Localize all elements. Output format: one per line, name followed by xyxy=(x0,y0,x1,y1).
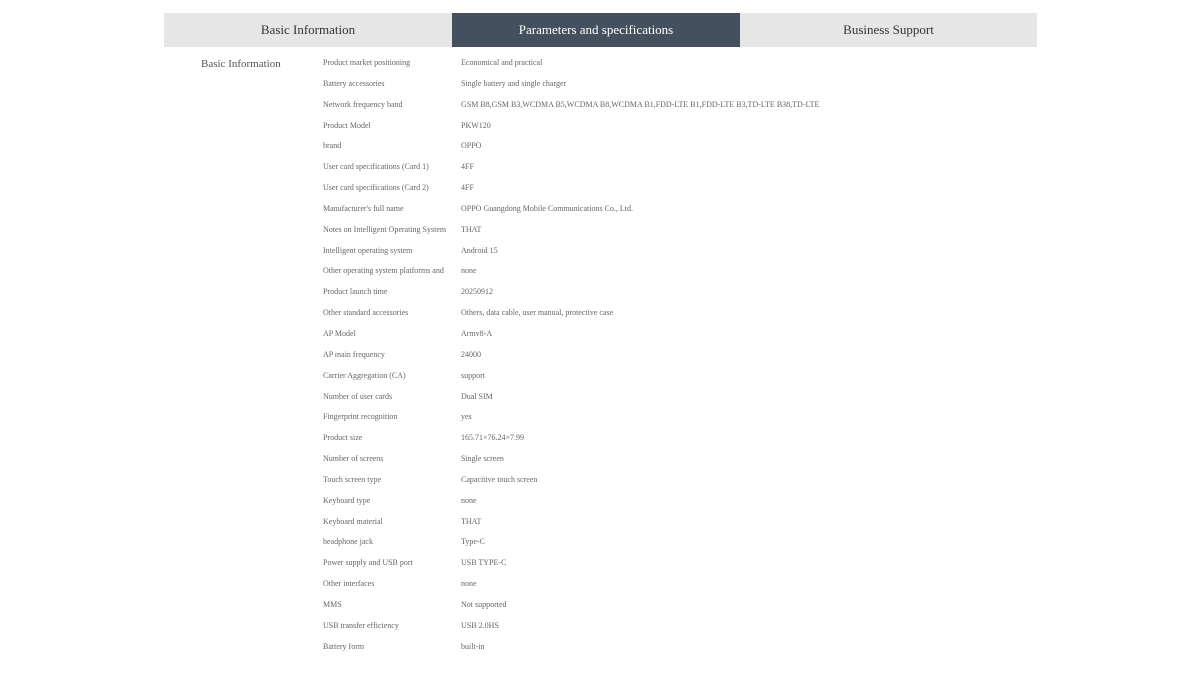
spec-key: Intelligent operating system xyxy=(323,245,413,255)
spec-key: AP main frequency xyxy=(323,349,385,359)
spec-value: Armv8-A xyxy=(461,328,493,338)
spec-value: support xyxy=(461,370,485,380)
spec-value: built-in xyxy=(461,641,485,651)
spec-row xyxy=(323,306,1023,327)
spec-key: MMS xyxy=(323,599,342,609)
spec-value: PKW120 xyxy=(461,120,491,130)
spec-row xyxy=(323,619,1023,640)
spec-key: Touch screen type xyxy=(323,474,382,484)
spec-key: Other operating system platforms and xyxy=(323,266,444,276)
spec-row xyxy=(323,452,1023,473)
spec-value: Type-C xyxy=(461,537,485,547)
spec-row xyxy=(323,556,1023,577)
spec-value: Dual SIM xyxy=(461,391,493,401)
spec-value: 20250912 xyxy=(461,287,493,297)
spec-row xyxy=(323,515,1023,536)
spec-key: USB transfer efficiency xyxy=(323,620,399,630)
spec-value: 24000 xyxy=(461,349,481,359)
spec-key: Power supply and USB port xyxy=(323,558,413,568)
spec-value: OPPO Guangdong Mobile Communications Co., Ltd. xyxy=(461,203,633,213)
spec-value: Android 15 xyxy=(461,245,498,255)
tab-bar xyxy=(164,13,1037,47)
spec-row xyxy=(323,327,1023,348)
spec-row xyxy=(323,139,1023,160)
spec-value: Economical and practical xyxy=(461,58,543,67)
spec-row xyxy=(323,473,1023,494)
spec-row xyxy=(323,285,1023,306)
spec-key: Battery accessories xyxy=(323,78,385,88)
spec-key: Other standard accessories xyxy=(323,308,409,318)
spec-value: none xyxy=(461,495,477,505)
spec-key: Keyboard type xyxy=(323,495,371,505)
tab-parameters-and-specifications[interactable]: Parameters and specifications xyxy=(452,13,740,47)
spec-value: 4FF xyxy=(461,183,474,193)
spec-row xyxy=(323,181,1023,202)
spec-value: Single battery and single charger xyxy=(461,78,567,88)
spec-value: OPPO xyxy=(461,141,482,151)
tab-basic-information[interactable]: Basic Information xyxy=(260,22,356,37)
spec-value: none xyxy=(461,579,477,589)
spec-row xyxy=(323,119,1023,140)
spec-row xyxy=(323,244,1023,265)
spec-row xyxy=(323,202,1023,223)
spec-value: 165.71×76.24×7.99 xyxy=(461,433,525,443)
spec-key: Other interfaces xyxy=(323,579,375,589)
section-label: Basic Information xyxy=(201,58,281,70)
spec-key: User card specifications (Card 1) xyxy=(323,162,429,172)
spec-value: 4FF xyxy=(461,162,474,172)
spec-key: Battery form xyxy=(323,641,365,651)
spec-value: Others, data cable, user manual, protective case xyxy=(461,308,614,318)
spec-key: brand xyxy=(323,141,342,151)
spec-value: Not supported xyxy=(461,599,507,609)
spec-key: Product market positioning xyxy=(323,58,411,67)
spec-row xyxy=(323,223,1023,244)
spec-row xyxy=(323,598,1023,619)
spec-key: Product Model xyxy=(323,120,371,130)
spec-row xyxy=(323,160,1023,181)
spec-value: THAT xyxy=(461,516,482,526)
spec-value: Capacitive touch screen xyxy=(461,474,538,484)
spec-key: headphone jack xyxy=(323,537,373,547)
spec-key: Carrier Aggregation (CA) xyxy=(323,370,406,380)
spec-row xyxy=(323,390,1023,411)
spec-value: THAT xyxy=(461,224,482,234)
spec-row xyxy=(323,494,1023,515)
spec-key: User card specifications (Card 2) xyxy=(323,183,429,193)
spec-row xyxy=(323,410,1023,431)
spec-key: Fingerprint recognition xyxy=(323,412,398,422)
tab-business-support[interactable]: Business Support xyxy=(843,22,934,37)
spec-row xyxy=(323,348,1023,369)
spec-key: Manufacturer's full name xyxy=(323,203,404,213)
spec-key: Number of screens xyxy=(323,454,384,464)
spec-value: USB 2.0HS xyxy=(461,620,499,630)
spec-row xyxy=(323,264,1023,285)
spec-key: Product launch time xyxy=(323,287,388,297)
spec-row xyxy=(323,369,1023,390)
spec-row xyxy=(323,577,1023,598)
spec-key: Keyboard material xyxy=(323,516,383,526)
spec-key: Notes on Intelligent Operating System xyxy=(323,224,447,234)
spec-value: Single screen xyxy=(461,454,504,464)
spec-key: Number of user cards xyxy=(323,391,393,401)
spec-row xyxy=(323,431,1023,452)
spec-list xyxy=(323,56,1023,660)
spec-key: AP Model xyxy=(323,328,356,338)
spec-row xyxy=(323,535,1023,556)
spec-row xyxy=(323,56,1023,77)
spec-row xyxy=(323,77,1023,98)
spec-value: GSM B8,GSM B3,WCDMA B5,WCDMA B8,WCDMA B1,FDD-LTE B1,FDD-LTE B3,TD-LTE B38,TD-LTE xyxy=(461,99,820,109)
spec-row xyxy=(323,98,1023,119)
spec-key: Product size xyxy=(323,433,363,443)
spec-value: none xyxy=(461,266,477,276)
spec-value: yes xyxy=(461,412,472,422)
spec-key: Network frequency band xyxy=(323,99,403,109)
spec-value: USB TYPE-C xyxy=(461,558,507,568)
spec-row xyxy=(323,640,1023,661)
